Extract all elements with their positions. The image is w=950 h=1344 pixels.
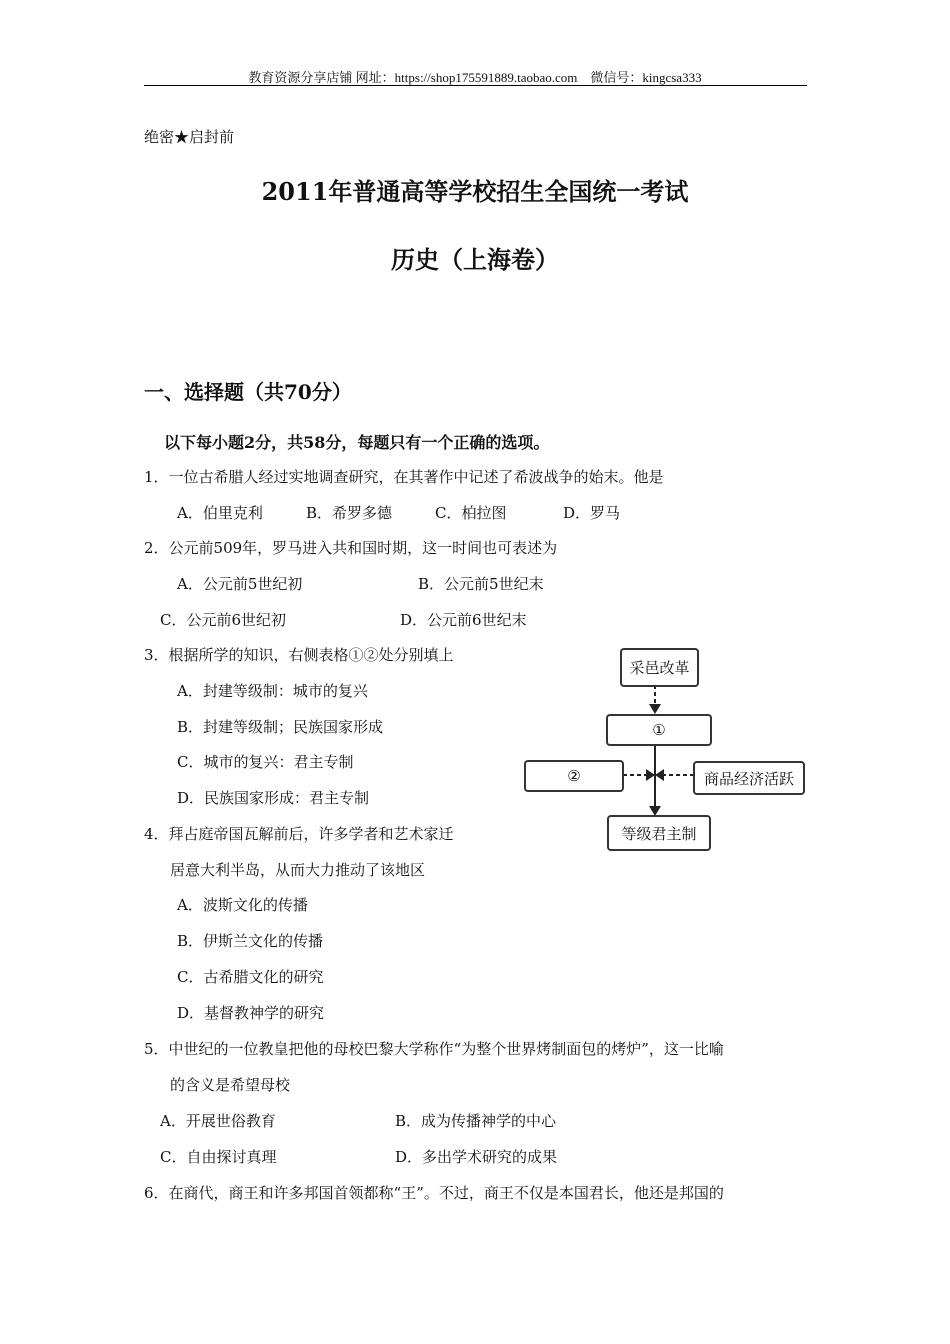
q4-option-c: C．古希腊文化的研究 bbox=[177, 968, 324, 986]
q1-option-b: B．希罗多德 bbox=[306, 504, 393, 522]
diagram-box-2: ② bbox=[524, 760, 624, 792]
page-header: 教育资源分享店铺 网址：https://shop175591889.taobao.com 微信号：kingcsa333 bbox=[248, 70, 702, 85]
header-rule bbox=[144, 85, 807, 86]
q4-stem-line1: 4．拜占庭帝国瓦解前后，许多学者和艺术家迁 bbox=[144, 825, 454, 843]
q5-option-d: D．多出学术研究的成果 bbox=[395, 1148, 558, 1166]
q3-stem: 3．根据所学的知识，右侧表格①②处分别填上 bbox=[144, 646, 454, 664]
q2-stem: 2．公元前509年，罗马进入共和国时期，这一时间也可表述为 bbox=[144, 539, 558, 557]
q1-option-d: D．罗马 bbox=[563, 504, 621, 522]
q3-option-b: B．封建等级制；民族国家形成 bbox=[177, 718, 384, 736]
q1-option-a: A．伯里克利 bbox=[177, 504, 263, 522]
exam-title: 2011年普通高等学校招生全国统一考试 bbox=[261, 177, 689, 206]
q2-option-a: A．公元前5世纪初 bbox=[177, 575, 303, 593]
q2-option-d: D．公元前6世纪末 bbox=[400, 611, 527, 629]
q4-option-a: A．波斯文化的传播 bbox=[177, 896, 308, 914]
q5-option-a: A．开展世俗教育 bbox=[160, 1112, 276, 1130]
q1-stem: 1．一位古希腊人经过实地调查研究，在其著作中记述了希波战争的始末。他是 bbox=[144, 468, 664, 486]
diagram-box-bottom: 等级君主制 bbox=[607, 815, 711, 851]
q5-stem-line2: 的含义是希望母校 bbox=[170, 1076, 291, 1094]
secret-label: 绝密★启封前 bbox=[144, 128, 235, 146]
q3-option-c: C．城市的复兴：君主专制 bbox=[177, 753, 354, 771]
q6-stem: 6．在商代，商王和许多邦国首领都称“王”。不过，商王不仅是本国君长，他还是邦国的 bbox=[144, 1184, 724, 1202]
diagram-box-1: ① bbox=[606, 714, 712, 746]
q3-option-d: D．民族国家形成：君主专制 bbox=[177, 789, 370, 807]
q5-option-c: C．自由探讨真理 bbox=[160, 1148, 277, 1166]
q3-option-a: A．封建等级制：城市的复兴 bbox=[177, 682, 368, 700]
q5-stem-line1: 5．中世纪的一位教皇把他的母校巴黎大学称作“为整个世界烤制面包的烤炉”，这一比喻 bbox=[144, 1040, 724, 1058]
section-heading: 一、选择题（共70分） bbox=[144, 380, 352, 404]
q2-option-c: C．公元前6世纪初 bbox=[160, 611, 287, 629]
q4-option-b: B．伊斯兰文化的传播 bbox=[177, 932, 324, 950]
exam-subtitle: 历史（上海卷） bbox=[391, 245, 559, 274]
q4-stem-line2: 居意大利半岛，从而大力推动了该地区 bbox=[170, 861, 426, 879]
q5-option-b: B．成为传播神学的中心 bbox=[395, 1112, 557, 1130]
q2-option-b: B．公元前5世纪末 bbox=[418, 575, 544, 593]
q4-option-d: D．基督教神学的研究 bbox=[177, 1004, 325, 1022]
diagram-box-top: 采邑改革 bbox=[620, 648, 699, 687]
instruction: 以下每小题2分，共58分，每题只有一个正确的选项。 bbox=[164, 433, 550, 452]
diagram-box-right: 商品经济活跃 bbox=[693, 761, 805, 795]
q1-option-c: C．柏拉图 bbox=[435, 504, 507, 522]
